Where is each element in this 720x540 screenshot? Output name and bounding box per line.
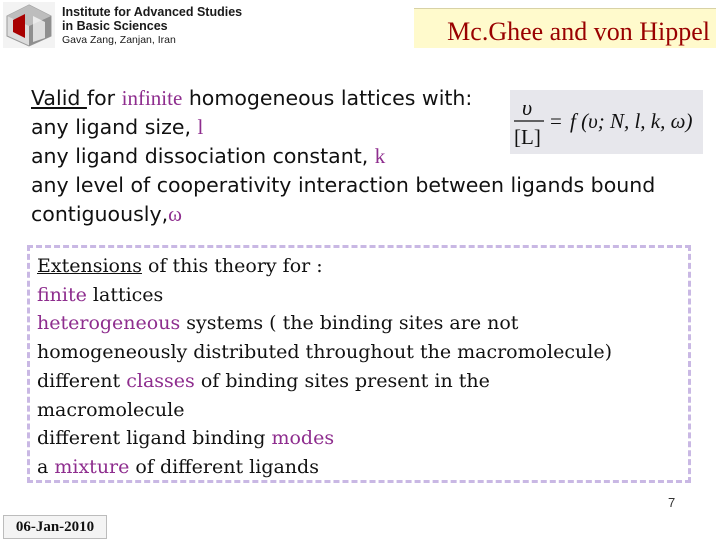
intro-line1-a: for (86, 86, 122, 110)
item3-a: different (37, 369, 127, 392)
extensions-heading (37, 252, 612, 281)
extension-item-heterogeneous-cont: homogeneously distributed throughout the macromolecule) (37, 341, 612, 364)
formula-equals: = (550, 109, 562, 133)
page-number: 7 (668, 495, 676, 510)
item5-rest: of different ligands (129, 455, 319, 478)
institute-name-block (62, 5, 242, 47)
extension-item-modes (37, 424, 612, 453)
institute-address: Gava Zang, Zanjan, Iran (62, 34, 176, 46)
dissociation-text: any ligand dissociation constant, (31, 144, 375, 168)
intro-line1-b: homogeneous lattices with: (182, 86, 473, 110)
heterogeneous-word: heterogeneous (37, 312, 181, 335)
ligand-size-text: any ligand size, (31, 115, 198, 139)
formula-denominator: [L] (514, 125, 541, 149)
extensions-word: Extensions (37, 255, 142, 277)
contiguously-text: contiguously, (31, 202, 169, 226)
institute-name-line1: Institute for Advanced Studies (62, 5, 243, 19)
symbol-l: l (197, 115, 204, 139)
institute-logo (3, 2, 55, 48)
slide-title: Mc.Ghee and von Hippel (447, 17, 710, 46)
extensions-heading-rest: of this theory for : (141, 255, 323, 277)
item1-rest: lattices (86, 283, 164, 306)
valid-word: Valid (31, 86, 87, 110)
modes-word: modes (271, 427, 335, 450)
extension-item-heterogeneous (37, 309, 612, 338)
institute-name-line2: in Basic Sciences (62, 19, 168, 33)
infinite-word: infinite (121, 86, 183, 110)
item3-rest: of binding sites present in the (194, 369, 490, 392)
formula-rhs: f (υ; N, l, k, ω) (570, 109, 693, 133)
intro-line-5 (31, 200, 655, 229)
item2-rest: systems ( the binding sites are not (180, 312, 519, 335)
title-box (414, 8, 716, 48)
extension-item-mixture (37, 453, 612, 482)
symbol-omega: ω (168, 202, 182, 226)
slide-date: 06-Jan-2010 (3, 515, 107, 539)
intro-line-4: any level of cooperativity interaction between ligands bound (31, 173, 656, 197)
extension-item-classes-cont: macromolecule (37, 398, 185, 421)
extensions-text (37, 252, 612, 482)
finite-word: finite (37, 283, 87, 306)
item5-a: a (37, 455, 55, 478)
mixture-word: mixture (54, 455, 130, 478)
binding-formula (510, 90, 703, 154)
extension-item-finite (37, 281, 612, 310)
extension-item-classes (37, 367, 612, 396)
item4-a: different ligand binding (37, 427, 272, 450)
formula-numerator: υ (522, 95, 533, 120)
classes-word: classes (126, 369, 195, 392)
symbol-k: k (374, 144, 386, 168)
